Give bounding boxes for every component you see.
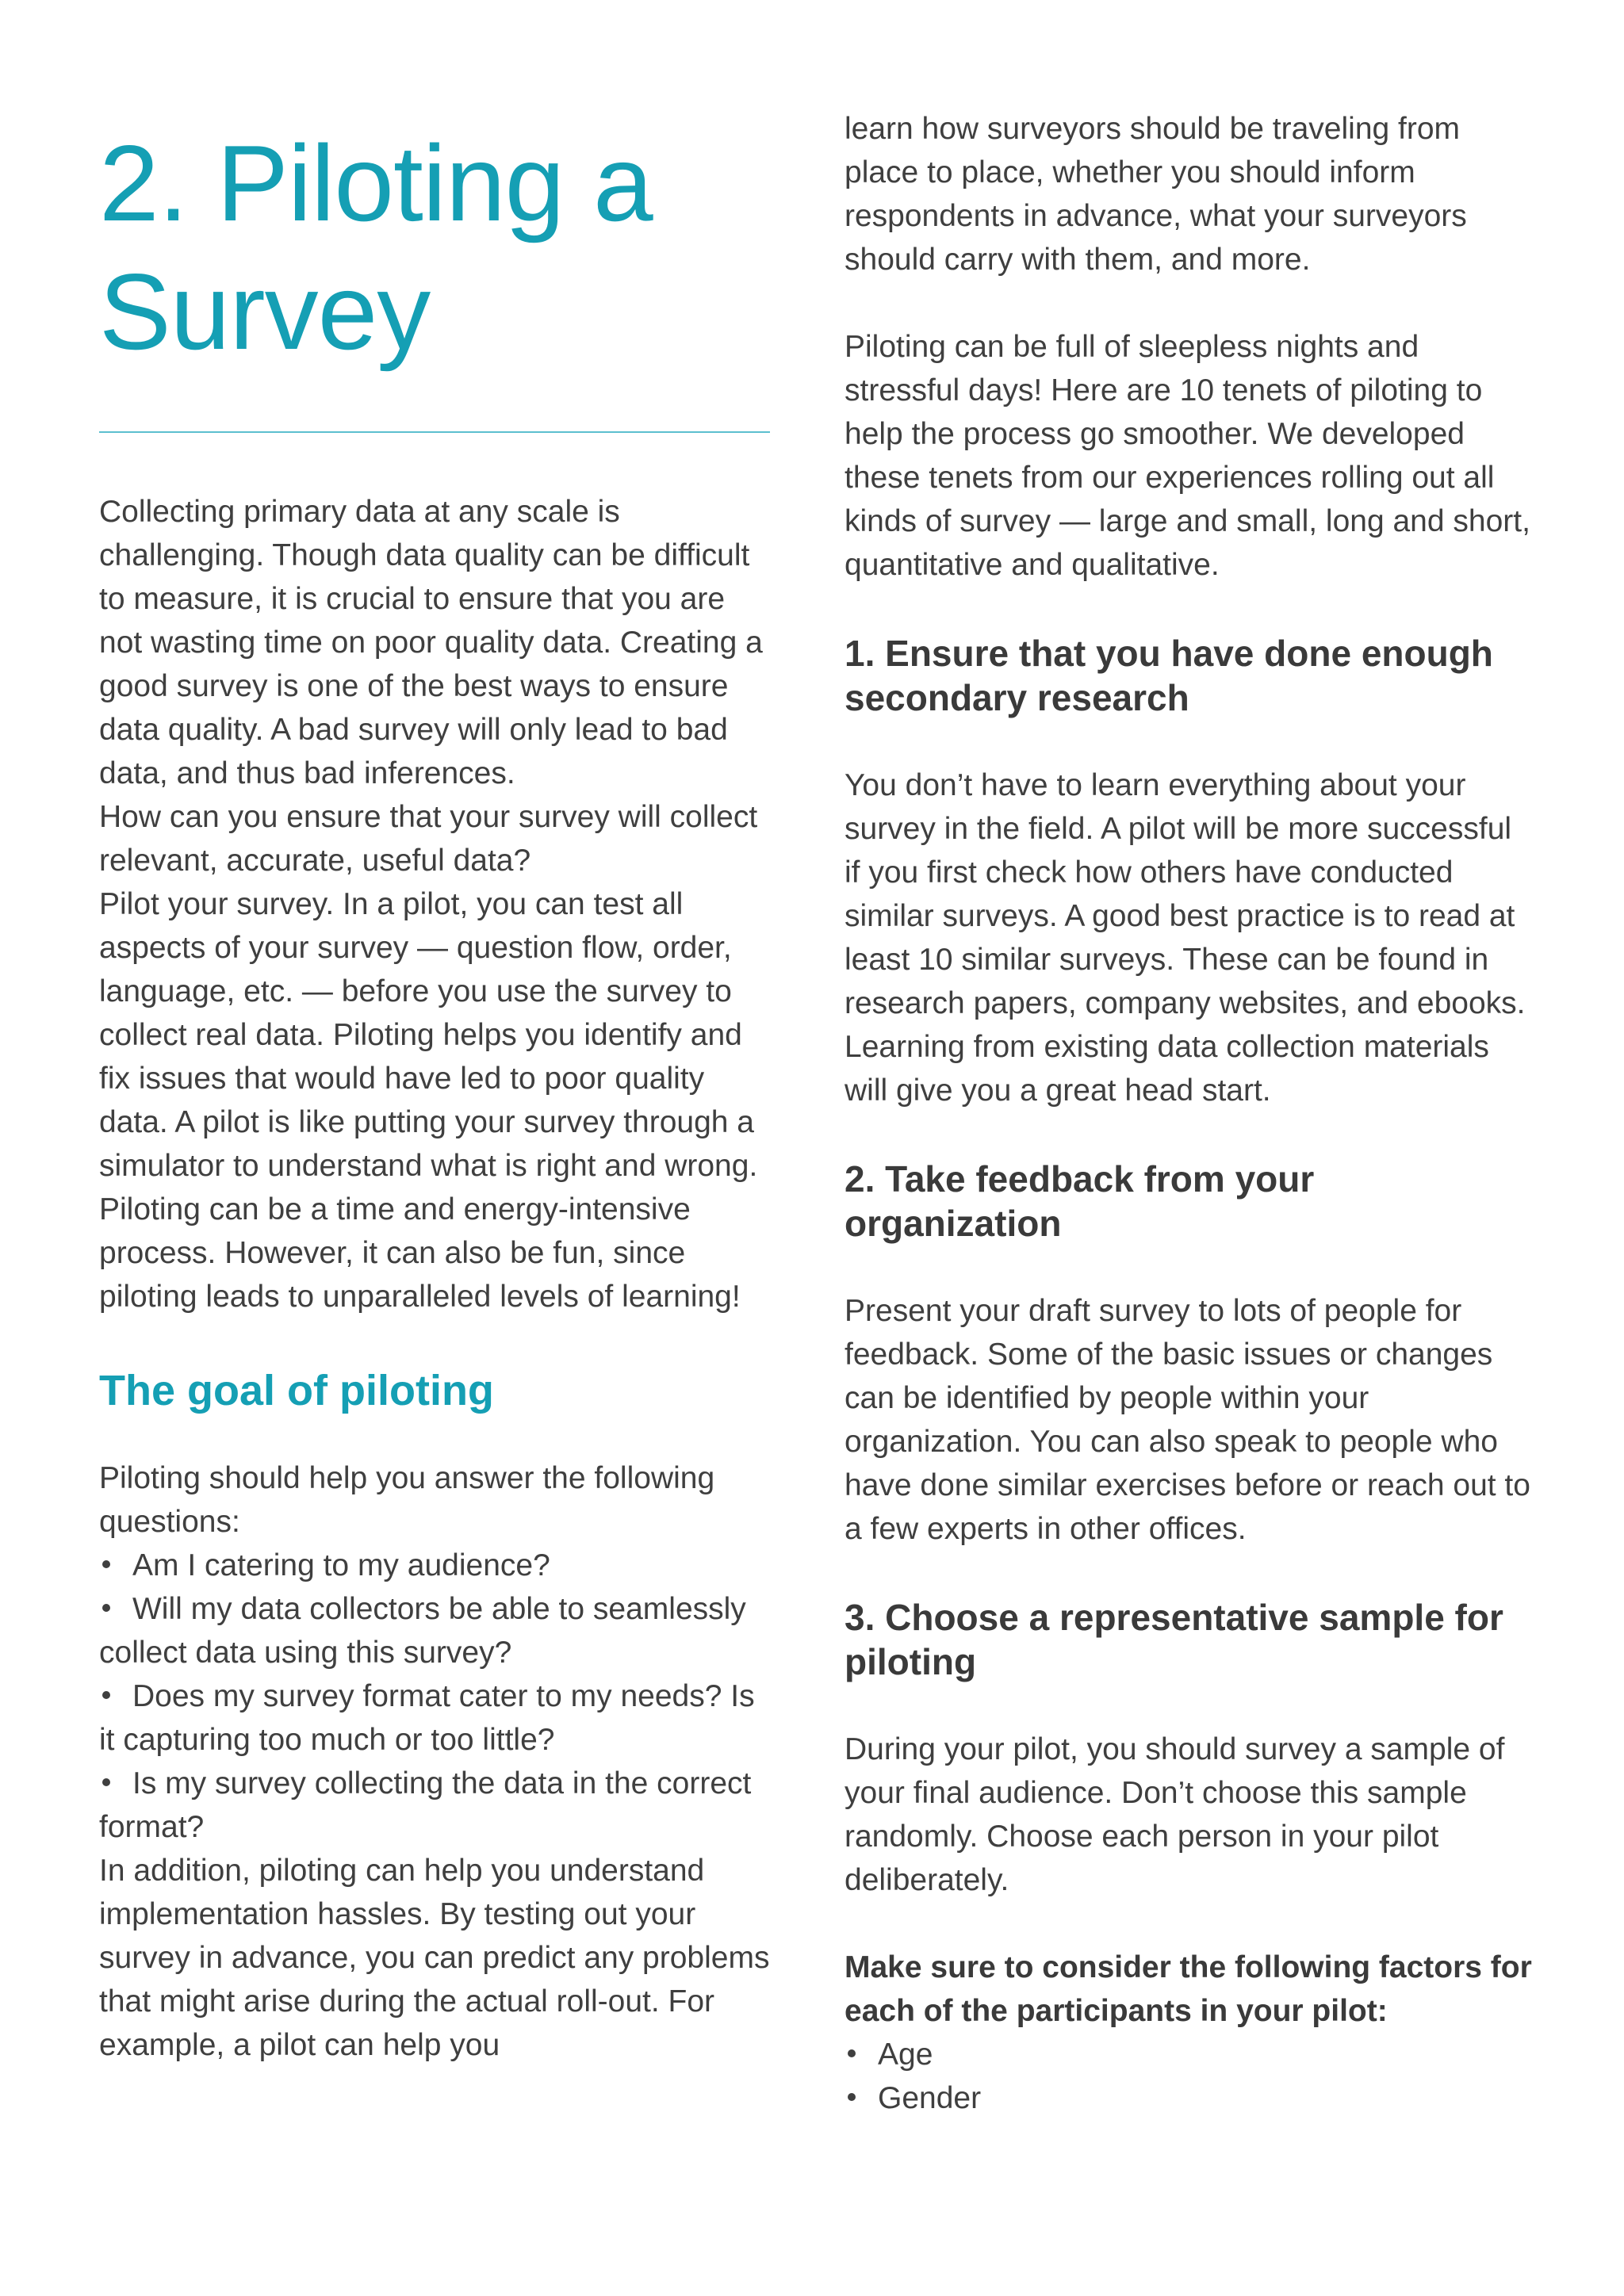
goal-heading: The goal of piloting	[99, 1367, 494, 1414]
goal-section	[99, 1456, 773, 2067]
list-item	[99, 1762, 773, 1849]
bullet-icon	[99, 1762, 132, 1805]
bullet-icon	[99, 1674, 132, 1718]
list-item	[99, 1544, 773, 1587]
right-column	[845, 107, 1534, 2120]
continuation-paragraph: learn how surveyors should be traveling from place to place, whether you should inform respondents in advance, what your surveyors should carry with them, and more.	[845, 112, 1467, 277]
list-item-text: Am I catering to my audience?	[132, 1548, 550, 1582]
section-heading-2: 2. Take feedback from your organization	[845, 1158, 1315, 1244]
intro-paragraph: Collecting primary data at any scale is challenging. Though data quality can be difficult to measure, it is crucial to ensure that you are not wasting time on poor quality data. Creating a good survey is one of the best ways to ensure data quality. A bad survey will only lead to bad data, and thus bad inferences.	[99, 495, 763, 790]
list-item-text: Age	[878, 2038, 933, 2072]
page-title: 2. Piloting a Survey	[99, 123, 653, 372]
list-item-text: Will my data collectors be able to seamlessly collect data using this survey?	[99, 1592, 746, 1670]
section-body-3	[845, 1728, 1534, 1902]
left-column	[99, 119, 773, 2067]
intro-paragraph: How can you ensure that your survey will collect relevant, accurate, useful data?	[99, 800, 758, 878]
bullet-icon	[845, 2076, 878, 2120]
section-heading-1: 1. Ensure that you have done enough secondary research	[845, 633, 1493, 718]
section-body-1	[845, 763, 1534, 1112]
list-item	[845, 2033, 1534, 2076]
bullet-icon	[99, 1544, 132, 1587]
list-item-text: Is my survey collecting the data in the correct format?	[99, 1766, 752, 1844]
intro-section	[99, 490, 773, 1318]
bullet-icon	[99, 1587, 132, 1631]
bullet-icon	[845, 2033, 878, 2076]
intro-paragraph: Pilot your survey. In a pilot, you can test all aspects of your survey — question flow, order, language, etc. — before you use the survey to collect real data. Piloting helps you identify and fix issues that would have led to poor quality data. A pilot is like putting your survey through a simulator to understand what is right and wrong.	[99, 887, 758, 1183]
section-paragraph: You don’t have to learn everything about your survey in the field. A pilot will be more successful if you first check how others have conducted similar surveys. A good best practice is to read at least 10 similar surveys. These can be found in research papers, company websites, and ebooks. Learning from existing data collection materials will give you a great head start.	[845, 768, 1526, 1108]
list-item-text: Does my survey format cater to my needs? Is it capturing too much or too little?	[99, 1679, 755, 1757]
title-divider	[99, 431, 770, 433]
tenets-intro: Piloting can be full of sleepless nights and stressful days! Here are 10 tenets of piloting to help the process go smoother. We developed these tenets from our experiences rolling out all kinds of survey — large and small, long and short, quantitative and qualitative.	[845, 330, 1530, 582]
list-item	[99, 1587, 773, 1674]
goal-outro: In addition, piloting can help you understand implementation hassles. By testing out your survey in advance, you can predict any problems that might arise during the actual roll-out. For example, a pilot can help you	[99, 1854, 770, 2062]
section-body-2	[845, 1289, 1534, 1551]
section-heading-3: 3. Choose a representative sample for piloting	[845, 1597, 1503, 1682]
factors-lead: Make sure to consider the following factors for each of the participants in your pilot:	[845, 1950, 1532, 2028]
section-paragraph: Present your draft survey to lots of people for feedback. Some of the basic issues or changes can be identified by people within your organization. You can also speak to people who have done similar exercises before or reach out to a few experts in other offices.	[845, 1294, 1530, 1546]
list-item	[845, 2076, 1534, 2120]
goal-intro: Piloting should help you answer the following questions:	[99, 1461, 715, 1539]
list-item-text: Gender	[878, 2081, 982, 2115]
intro-paragraph: Piloting can be a time and energy-intensive process. However, it can also be fun, since piloting leads to unparalleled levels of learning!	[99, 1192, 741, 1314]
factors-list	[845, 2033, 1534, 2120]
section-paragraph: During your pilot, you should survey a sample of your final audience. Don’t choose this sample randomly. Choose each person in your pilot deliberately.	[845, 1732, 1505, 1897]
list-item	[99, 1674, 773, 1762]
